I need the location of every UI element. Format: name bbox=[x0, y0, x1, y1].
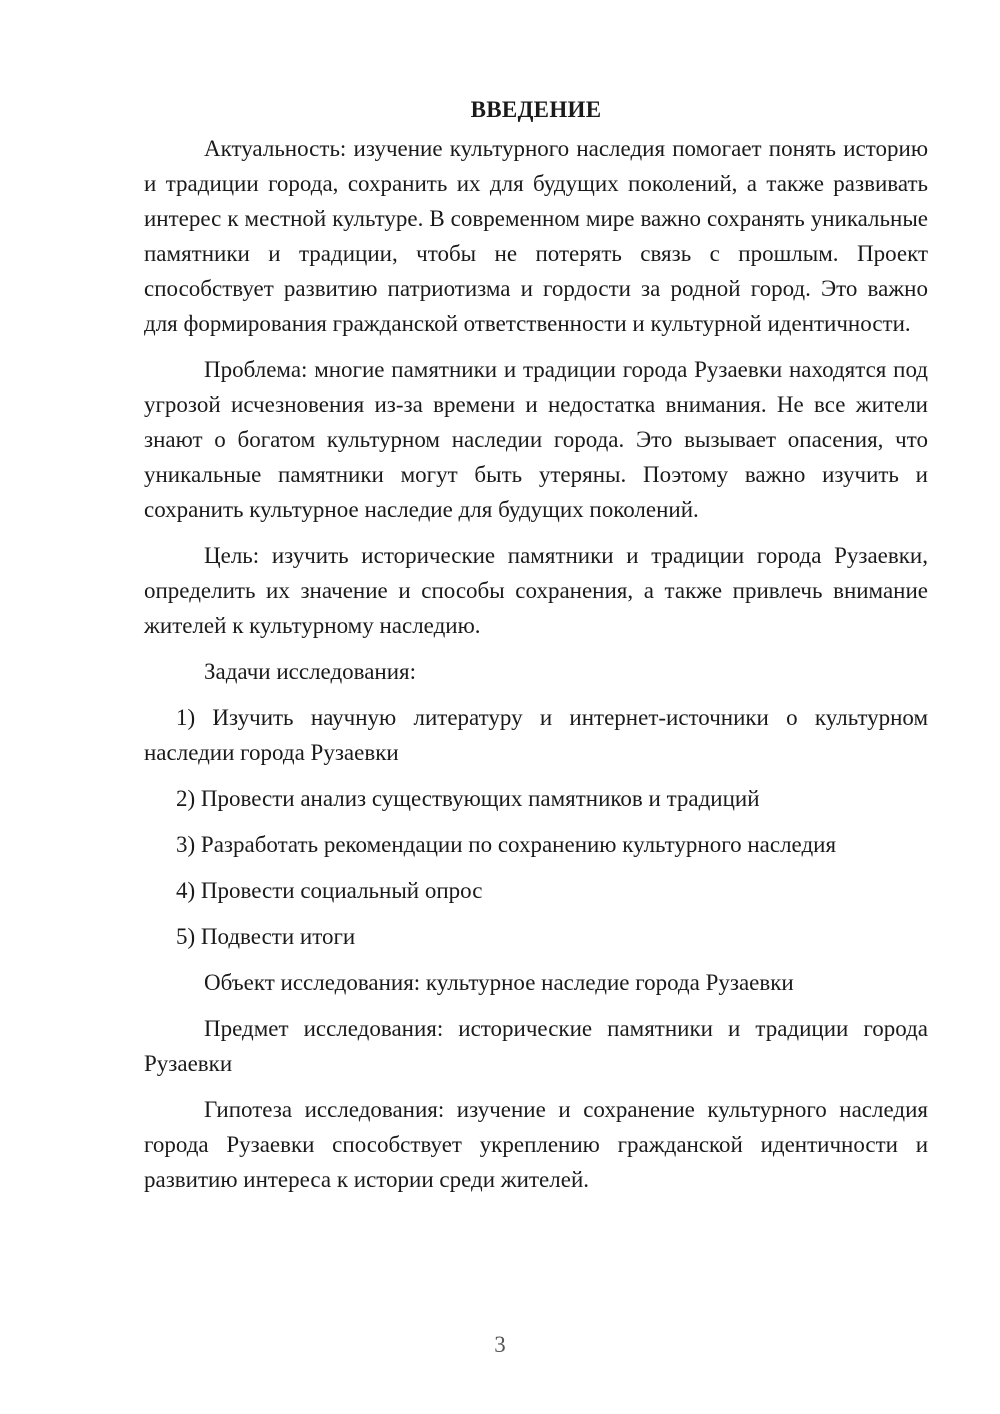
subject-paragraph: Предмет исследования: исторические памятники и традиции города Рузаевки bbox=[144, 1016, 928, 1076]
hypothesis-paragraph: Гипотеза исследования: изучение и сохранение культурного наследия города Рузаевки способствует укреплению гражданской идентичности и развитию интереса к истории среди жителей. bbox=[144, 1097, 928, 1192]
object-paragraph: Объект исследования: культурное наследие города Рузаевки bbox=[204, 970, 794, 995]
section-title: ВВЕДЕНИЕ bbox=[470, 97, 602, 122]
task-item: 4) Провести социальный опрос bbox=[176, 878, 483, 903]
tasks-list bbox=[144, 700, 928, 954]
page-number: 3 bbox=[494, 1332, 506, 1357]
task-item: 1) Изучить научную литературу и интернет-источники о культурном наследии города Рузаевки bbox=[144, 705, 928, 765]
task-item: 2) Провести анализ существующих памятников и традиций bbox=[176, 786, 760, 811]
problem-paragraph: Проблема: многие памятники и традиции города Рузаевки находятся под угрозой исчезновения из-за времени и недостатка внимания. Не все жители знают о богатом культурном наследии города. Это вызывает опасения, что уникальные памятники могут быть утеряны. Поэтому важно изучить и сохранить культурное наследие для будущих поколений. bbox=[144, 357, 928, 522]
goal-paragraph: Цель: изучить исторические памятники и традиции города Рузаевки, определить их значение и способы сохранения, а также привлечь внимание жителей к культурному наследию. bbox=[144, 543, 928, 638]
task-item: 3) Разработать рекомендации по сохранению культурного наследия bbox=[176, 832, 837, 857]
page-content bbox=[144, 92, 928, 1208]
task-item: 5) Подвести итоги bbox=[176, 924, 356, 949]
relevance-paragraph: Актуальность: изучение культурного наследия помогает понять историю и традиции города, сохранить их для будущих поколений, а также развивать интерес к местной культуре. В современном мире важно сохранять уникальные памятники и традиции, чтобы не потерять связь с прошлым. Проект способствует развитию патриотизма и гордости за родной город. Это важно для формирования гражданской ответственности и культурной идентичности. bbox=[144, 136, 928, 336]
tasks-heading: Задачи исследования: bbox=[204, 659, 417, 684]
